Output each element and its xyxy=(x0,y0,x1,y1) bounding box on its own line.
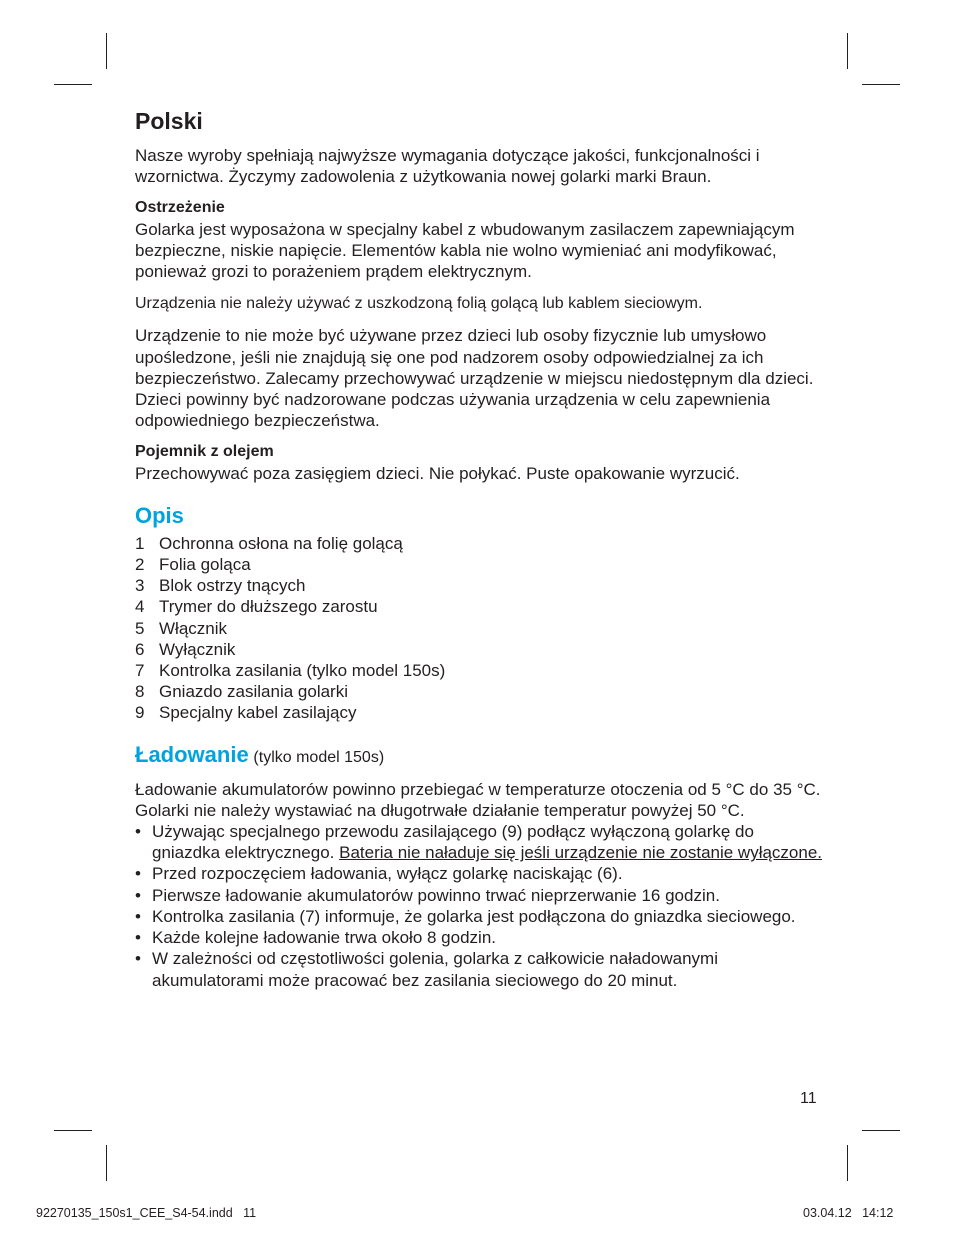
warning-text: Golarka jest wyposażona w specjalny kabel z wbudowanym zasilaczem zapewniającym bezpieczne, niskie napięcie. Elementów kabla nie wolno wymieniać ani modyfikować, ponieważ grozi to porażeniem prądem elektrycznym. xyxy=(135,219,795,282)
oil-text: Przechowywać poza zasięgiem dzieci. Nie połykać. Puste opakowanie wyrzucić. xyxy=(135,463,740,483)
footer-date: 03.04.12 14:12 xyxy=(803,1206,894,1220)
crop-mark xyxy=(106,1145,107,1181)
list-item: 8 Gniazdo zasilania golarki xyxy=(135,682,348,702)
crop-mark xyxy=(106,33,107,69)
list-item: 1 Ochronna osłona na folię golącą xyxy=(135,533,403,553)
list-item: 3 Blok ostrzy tnących xyxy=(135,576,306,596)
description-title: Opis xyxy=(135,502,184,528)
warning-title: Ostrzeżenie xyxy=(135,199,225,217)
crop-mark xyxy=(54,1130,92,1131)
list-item: • W zależności od częstotliwości golenia, golarka z całkowicie naładowanymi akumulatorami może pracować bez zasilania sieciowego do 20 minut. xyxy=(135,949,718,990)
list-item: 5 Włącznik xyxy=(135,618,228,638)
crop-mark xyxy=(862,84,900,85)
page-number: 11 xyxy=(800,1090,817,1107)
list-item: 4 Trymer do dłuższego zarostu xyxy=(135,597,378,617)
footer-file-info: 92270135_150s1_CEE_S4-54.indd 11 xyxy=(36,1206,257,1220)
list-item: • Pierwsze ładowanie akumulatorów powinno trwać nieprzerwanie 16 godzin. xyxy=(135,885,720,905)
list-item: 9 Specjalny kabel zasilający xyxy=(135,703,357,723)
crop-mark xyxy=(847,1145,848,1181)
list-item: • Przed rozpoczęciem ładowania, wyłącz golarkę naciskając (6). xyxy=(135,864,623,884)
warning-foil-text: Urządzenia nie należy używać z uszkodzoną folią golącą lub kablem sieciowym. xyxy=(135,295,703,313)
charging-note: (tylko model 150s) xyxy=(253,748,385,766)
crop-mark xyxy=(54,84,92,85)
list-item: 6 Wyłącznik xyxy=(135,639,236,659)
charging-list xyxy=(135,821,825,991)
list-item: • Każde kolejne ładowanie trwa około 8 godzin. xyxy=(135,928,497,948)
list-item: • Kontrolka zasilania (7) informuje, że golarka jest podłączona do gniazdka sieciowego. xyxy=(135,906,796,926)
list-item: • Używając specjalnego przewodu zasilającego (9) podłącz wyłączoną golarkę do gniazdka elektrycznego. Bateria nie naładuje się jeśli urządzenie nie zostanie wyłączone. xyxy=(135,822,823,863)
charging-intro: Ładowanie akumulatorów powinno przebiegać w temperaturze otoczenia od 5 °C do 35 °C. Golarki nie należy wystawiać na długotrwałe działanie temperatur powyżej 50 °C. xyxy=(135,779,821,820)
oil-title: Pojemnik z olejem xyxy=(135,443,274,461)
list-item: 7 Kontrolka zasilania (tylko model 150s) xyxy=(135,661,446,681)
intro-text: Nasze wyroby spełniają najwyższe wymagania dotyczące jakości, funkcjonalności i wzornictwa. Życzymy zadowolenia z użytkowania nowej golarki marki Braun. xyxy=(135,146,760,187)
battery-note: Bateria nie naładuje się jeśli urządzenie nie zostanie wyłączone. xyxy=(339,843,823,863)
crop-mark xyxy=(862,1130,900,1131)
charging-title: Ładowanie xyxy=(135,741,249,767)
page-title: Polski xyxy=(135,108,203,134)
list-item: 2 Folia goląca xyxy=(135,555,251,575)
parts-list xyxy=(135,533,825,724)
page-content xyxy=(135,106,825,991)
warning-children-text: Urządzenie to nie może być używane przez dzieci lub osoby fizycznie lub umysłowo upośledzone, jeśli nie znajdują się one pod nadzorem osoby odpowiedzialnej za ich bezpieczeństwo. Zalecamy przechowywać urządzenie w miejscu niedostępnym dla dzieci. Dzieci powinny być nadzorowane podczas używania urządzenia w celu zapewnienia odpowiedniego bezpieczeństwa. xyxy=(135,326,814,431)
crop-mark xyxy=(847,33,848,69)
